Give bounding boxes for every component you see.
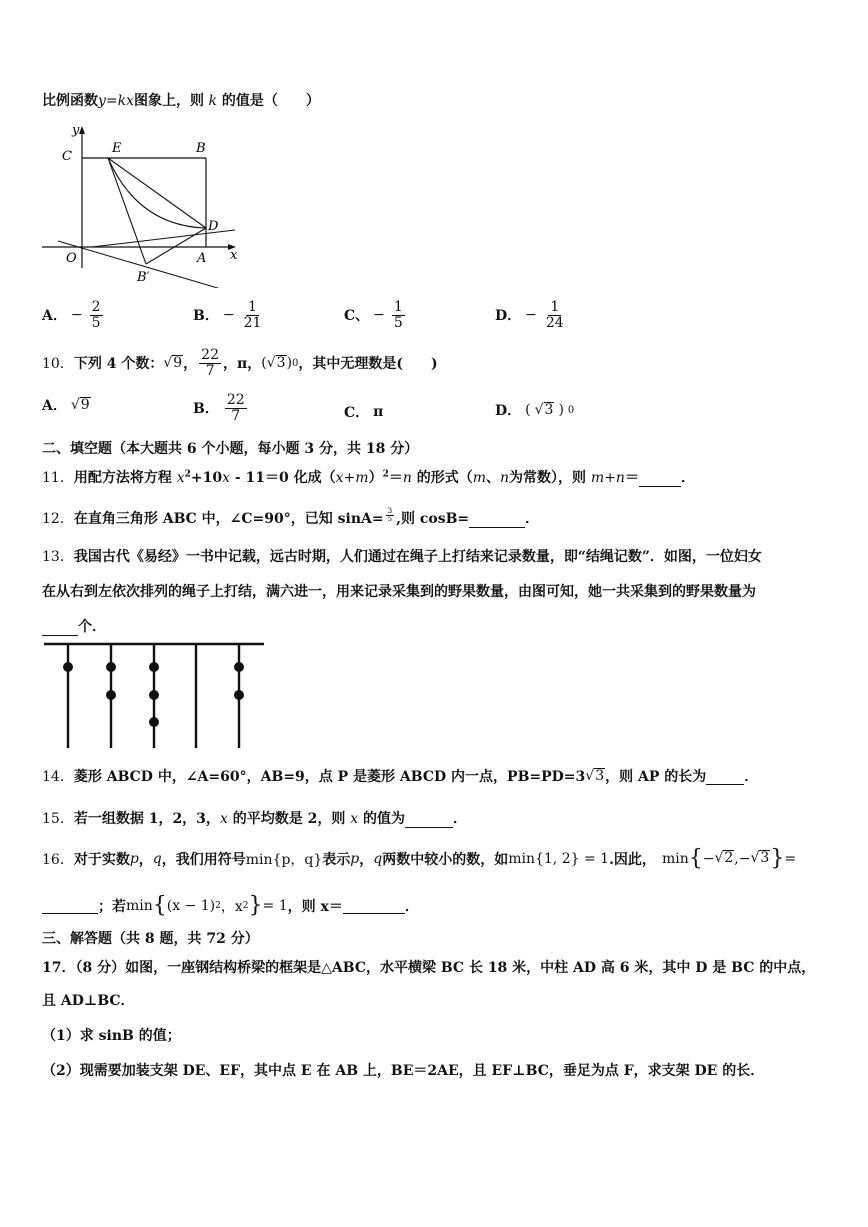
fraction-numerator: 22 [201, 347, 219, 363]
knot [149, 690, 159, 700]
q14-end: ． [744, 769, 759, 785]
q15-text: 的值为 [358, 811, 405, 827]
q15-text: 的平均数是 2，则 [227, 811, 351, 827]
var-n: n [500, 470, 510, 486]
option-sign: − [525, 307, 537, 324]
var-x: x [176, 470, 185, 486]
option-sign: − [222, 307, 235, 324]
q11-text: ＝ [624, 470, 639, 486]
q13-line-1 [42, 546, 762, 566]
q16-expr: (x − 1) [166, 897, 216, 914]
q9-option-b[interactable] [193, 300, 265, 330]
option-fraction [544, 300, 566, 330]
var-m: m [472, 470, 487, 486]
q16-text: ，我们用符号 [161, 851, 246, 868]
radicand: 3 [760, 850, 770, 867]
y-axis-arrow-icon [79, 126, 85, 134]
q16-equals: = 1 [262, 897, 288, 914]
minus-sign: − [702, 850, 715, 867]
q16-expr: ，x [220, 898, 243, 915]
option-letter: B． [193, 401, 219, 418]
fraction-denominator: 24 [545, 314, 564, 331]
paren-close: ) [286, 355, 293, 372]
exponent: 0 [567, 404, 575, 416]
fraction-denominator: 5 [387, 515, 393, 524]
knot [149, 662, 159, 672]
q16-min: min [661, 850, 689, 867]
q11-end: ． [680, 470, 695, 486]
label-b-prime: B′ [137, 270, 150, 285]
option-fraction [242, 300, 264, 330]
q11-text: ＝ [388, 470, 403, 486]
label-e: E [112, 141, 122, 156]
label-y: y [72, 123, 80, 138]
fraction-denominator: 5 [91, 314, 101, 331]
option-sign: − [70, 307, 83, 324]
option-fraction [225, 393, 247, 423]
radicand: 9 [173, 354, 183, 371]
option-sqrt: √ 3 [534, 401, 554, 418]
q16-text: 表示 [322, 851, 351, 868]
var-x: x [222, 470, 230, 486]
q17-part-1: （1）求 sinB 的值； [42, 1028, 181, 1044]
knot [63, 662, 73, 672]
option-sign: − [373, 307, 385, 324]
q9-figure [40, 118, 250, 288]
q16-text: ， [359, 851, 374, 868]
q9-k-variable: k [208, 93, 217, 109]
var-p: p [129, 850, 139, 867]
q16-text: ；若 [98, 898, 126, 915]
q15-answer-blank[interactable] [405, 811, 453, 828]
q14-answer-blank[interactable] [706, 768, 744, 785]
q16-text: 对于实数 [73, 851, 130, 868]
q14-text: ，则 AP 的长为 [605, 769, 707, 785]
segment-eb-prime [108, 158, 146, 264]
label-o: O [66, 251, 77, 266]
radicand: 3 [276, 354, 286, 371]
q12-fraction [386, 508, 394, 524]
q17-part-2: （2）现需要加装支架 DE、EF，其中点 E 在 AB 上，BE＝2AE，且 EF⊥BC，垂足为点 F，求支架 DE 的长． [42, 1063, 765, 1079]
q10-option-c[interactable] [344, 402, 383, 422]
fraction-numerator: 3 [387, 507, 393, 515]
expr-x-plus-m: x+m [335, 470, 369, 486]
q12-number: 12． [42, 511, 74, 527]
option-fraction [90, 300, 103, 330]
knot [234, 662, 244, 672]
q16-line-2: ；若 min { (x − 1) 2 ，x 2 } = 1 ，则 x＝ ． [42, 893, 419, 918]
q10-text: 下列 4 个数： [73, 356, 164, 373]
var-x: x [219, 811, 228, 827]
q9-stem-text: 比例函数 [42, 93, 98, 109]
q16-answer-blank-1[interactable] [42, 897, 98, 914]
q9-stem-end: 的值是（ ） [221, 93, 320, 109]
q15-end: ． [453, 811, 467, 827]
var-x: x [350, 811, 359, 827]
q12-text: 在直角三角形 ABC 中，∠C=90°，已知 sinA= [73, 511, 384, 527]
q9-option-d[interactable] [495, 300, 568, 330]
q16-comma: ,− [734, 850, 751, 867]
q13-answer-blank[interactable] [42, 619, 78, 636]
paren-close: ) [558, 402, 564, 418]
paren-open: ( [261, 355, 267, 372]
q16-min: min [126, 897, 153, 914]
fraction-denominator: 7 [231, 407, 241, 424]
exponent: 2 [382, 469, 389, 480]
label-b: B [196, 141, 206, 156]
q16-answer-blank-2[interactable] [343, 897, 405, 914]
section-3-heading: 三、解答题（共 8 题，共 72 分） [42, 931, 259, 947]
knot-rope-figure [44, 640, 268, 752]
expr-m-plus-n: m+n [590, 470, 625, 486]
q9-option-c[interactable] [344, 300, 407, 330]
q16-text: 两数中较小的数，如 [382, 851, 509, 868]
q11-text: 为常数），则 [509, 470, 591, 486]
q10-text-end: ，其中无理数是( ) [298, 356, 438, 373]
q14-number: 14． [42, 769, 74, 785]
q9-stem [42, 90, 320, 110]
fraction-denominator: 7 [205, 362, 215, 379]
q16-equals: = [784, 850, 797, 867]
q16-example: min{1, 2} = 1 [508, 850, 610, 867]
radicand: 2 [724, 850, 734, 867]
exponent: 0 [292, 357, 299, 369]
q14-stem [42, 766, 758, 786]
q12-answer-blank[interactable] [469, 511, 525, 528]
q17-line-2: 且 AD⊥BC． [42, 993, 135, 1009]
knot [149, 717, 159, 727]
q11-text: 用配方法将方程 [73, 470, 177, 486]
segment-ed [108, 158, 206, 228]
q14-sqrt: √ 3 [585, 767, 605, 784]
q16-text: ，则 x＝ [287, 898, 343, 915]
q15-stem [42, 808, 467, 828]
knot [234, 690, 244, 700]
q10-number: 10． [42, 356, 74, 373]
q16-sqrt-2: √ 2 [714, 850, 734, 867]
q13-line-2: 在从右到左依次排列的绳子上打结，满六进一，用来记录采集到的野果数量，由图可知，她一共采集到的野果数量为 [42, 584, 756, 600]
option-letter: B． [193, 308, 219, 325]
exponent: 2 [184, 469, 191, 480]
var-q: q [152, 850, 162, 867]
q11-text: ） [368, 470, 383, 486]
q11-number: 11． [42, 470, 74, 486]
exponent: 2 [242, 900, 249, 911]
q9-stem-text-2: 图象上，则 [134, 93, 205, 109]
paren-open: ( [525, 402, 531, 418]
radicand: 3 [595, 767, 605, 784]
q16-text: ， [138, 851, 153, 868]
var-q: q [373, 850, 383, 867]
q12-stem [42, 508, 539, 528]
radicand: 9 [80, 396, 90, 413]
option-sqrt: √ 9 [70, 396, 90, 413]
fraction-numerator: 1 [248, 299, 257, 315]
option-fraction [392, 300, 405, 330]
q11-text: 的形式（ [411, 470, 473, 486]
q13-line-3 [42, 616, 106, 636]
q11-text: +10 [190, 470, 223, 486]
q16-sqrt-3: √ 3 [750, 850, 770, 867]
option-letter: C、 [344, 308, 370, 325]
q16-end: ． [404, 898, 419, 915]
q9-function: y=kx [98, 93, 135, 109]
knot [106, 662, 116, 672]
option-letter: D． [495, 403, 522, 419]
q17-line-1: 17．（8 分）如图，一座钢结构桥梁的框架是△ABC，水平横梁 BC 长 18 米，中柱 AD 高 6 米，其中 D 是 BC 的中点， [42, 960, 816, 976]
q10-option-d[interactable] [495, 400, 574, 420]
option-letter: C． [344, 405, 370, 421]
q12-text: ,则 cosB= [396, 511, 470, 527]
q11-answer-blank[interactable] [639, 470, 681, 487]
knot [106, 690, 116, 700]
option-letter: D． [495, 308, 522, 325]
q13-text-end: 个． [78, 619, 106, 635]
option-text: π [373, 404, 384, 420]
q16-text: .因此， [609, 851, 656, 868]
fraction-denominator: 21 [243, 314, 262, 331]
q10-option-b[interactable] [193, 393, 249, 423]
section-2-heading: 二、填空题（本大题共 6 个小题，每小题 3 分，共 18 分） [42, 441, 419, 457]
label-c: C [62, 149, 72, 164]
q15-number: 15． [42, 811, 74, 827]
q10-sqrt-3: √ 3 [266, 354, 286, 372]
q16-number: 16． [42, 851, 74, 868]
q11-text: - 11＝0 化成（ [230, 470, 336, 486]
var-n: n [402, 470, 412, 486]
q10-fraction [199, 348, 221, 378]
q10-stem: 10． 下列 4 个数： √ 9 ， $\frac{22}{7}$ ， π， ( √ 3 ) 0 ，其中无理数是( ) [42, 347, 438, 379]
fraction-numerator: 1 [550, 299, 560, 315]
q14-text: 菱形 ABCD 中，∠A=60°，AB=9，点 P 是菱形 ABCD 内一点，PB=PD=3 [73, 769, 586, 785]
q11-stem [42, 467, 695, 487]
q10-sqrt-9: √ 9 [163, 354, 183, 372]
q15-text: 若一组数据 1，2，3， [73, 811, 220, 827]
exponent: 2 [215, 900, 221, 911]
q10-pi: π， [237, 356, 262, 373]
fraction-numerator: 2 [91, 299, 101, 315]
option-letter: A． [42, 398, 67, 414]
q13-text: 我国古代《易经》一书中记载，远古时期，人们通过在绳子上打结来记录数量，即“结绳记数”．如图，一位妇女 [73, 549, 762, 565]
q16-line-1: 16． 对于实数 p ， q ，我们用符号 min{p，q} 表示 p ， q 两数中较小的数，如 min{1, 2} = 1 .因此， min { − √ 2 ,− √ 3 } = [42, 846, 797, 871]
label-d: D [208, 219, 219, 234]
label-x: x [230, 248, 238, 263]
var-p: p [350, 850, 360, 867]
q11-text: 、 [486, 470, 501, 486]
q13-number: 13． [42, 549, 74, 565]
q9-option-a[interactable] [42, 300, 105, 330]
option-letter: A． [42, 308, 67, 325]
q12-end: ． [525, 511, 540, 527]
fraction-numerator: 1 [393, 299, 403, 315]
q10-option-a[interactable] [42, 395, 91, 415]
fraction-numerator: 22 [226, 392, 245, 408]
label-a: A [197, 251, 207, 266]
fraction-denominator: 5 [393, 314, 403, 331]
radicand: 3 [544, 401, 554, 418]
q16-min-notation: min{p，q} [245, 851, 323, 868]
